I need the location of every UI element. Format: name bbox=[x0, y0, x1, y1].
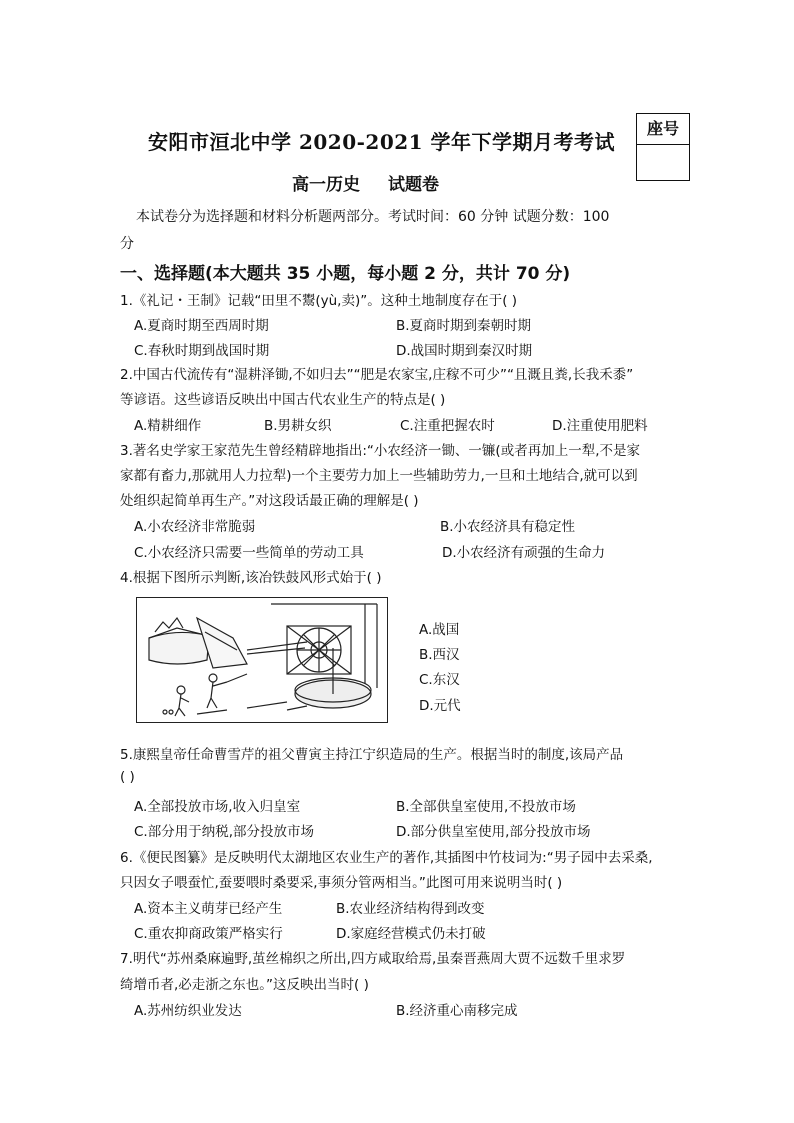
question-2-option-c[interactable]: C.注重把握农时 bbox=[400, 418, 495, 434]
question-4-option-d[interactable]: D.元代 bbox=[419, 698, 461, 714]
question-4-option-b[interactable]: B.西汉 bbox=[419, 647, 460, 663]
question-2-option-b[interactable]: B.男耕女织 bbox=[264, 418, 332, 434]
question-1-option-a[interactable]: A.夏商时期至西周时期 bbox=[134, 318, 269, 334]
question-3-option-c[interactable]: C.小农经济只需要一些简单的劳动工具 bbox=[134, 545, 364, 561]
bellows-drawing bbox=[137, 598, 387, 722]
question-1-line-1: 1.《礼记・王制》记载“田里不鬻(yù,卖)”。这种土地制度存在于( ) bbox=[120, 293, 518, 309]
question-6-option-a[interactable]: A.资本主义萌芽已经产生 bbox=[134, 901, 283, 917]
seat-number-field[interactable] bbox=[637, 145, 689, 179]
question-1-option-b[interactable]: B.夏商时期到秦朝时期 bbox=[396, 318, 532, 334]
question-7-option-b[interactable]: B.经济重心南移完成 bbox=[396, 1003, 518, 1019]
question-5-option-a[interactable]: A.全部投放市场,收入归皇室 bbox=[134, 799, 301, 815]
question-2-line-1: 2.中国古代流传有“湿耕泽锄,不如归去”“肥是农家宝,庄稼不可少”“且溉且粪,长我禾黍” bbox=[120, 367, 634, 383]
question-3-line-1: 3.著名史学家王家范先生曾经精辟地指出:“小农经济一锄、一镰(或者再加上一犁,不是家 bbox=[120, 443, 640, 459]
question-6-option-b[interactable]: B.农业经济结构得到改变 bbox=[336, 901, 485, 917]
intro-line-1: 本试卷分为选择题和材料分析题两部分。考试时间：60 分钟 试题分数：100 bbox=[136, 209, 610, 225]
subject-label: 高一历史 bbox=[292, 175, 360, 195]
section-heading: 一、选择题(本大题共 35 小题，每小题 2 分，共计 70 分) bbox=[120, 264, 571, 284]
question-4-option-a[interactable]: A.战国 bbox=[419, 622, 460, 638]
question-3-line-3: 处组织起简单再生产。”对这段话最正确的理解是( ) bbox=[120, 493, 419, 509]
question-2-option-d[interactable]: D.注重使用肥料 bbox=[552, 418, 648, 434]
question-5-line-1: 5.康熙皇帝任命曹雪芹的祖父曹寅主持江宁织造局的生产。根据当时的制度,该局产品 bbox=[120, 747, 624, 763]
question-5-option-d[interactable]: D.部分供皇室使用,部分投放市场 bbox=[396, 824, 591, 840]
question-3-option-a[interactable]: A.小农经济非常脆弱 bbox=[134, 519, 256, 535]
question-6-option-d[interactable]: D.家庭经营模式仍未打破 bbox=[336, 926, 486, 942]
question-6-line-2: 只因女子喂蚕忙,蚕要喂时桑要采,事须分管两相当。”此图可用来说明当时( ) bbox=[120, 875, 563, 891]
question-7-option-a[interactable]: A.苏州纺织业发达 bbox=[134, 1003, 242, 1019]
question-3-option-b[interactable]: B.小农经济具有稳定性 bbox=[440, 519, 576, 535]
exam-subtitle bbox=[292, 170, 439, 195]
question-1-option-c[interactable]: C.春秋时期到战国时期 bbox=[134, 343, 270, 359]
exam-title: 安阳市洹北中学 2020-2021 学年下学期月考考试 bbox=[148, 130, 616, 154]
paper-label: 试题卷 bbox=[388, 175, 439, 195]
question-3-line-2: 家都有畜力,那就用人力拉犁)一个主要劳力加上一些辅助劳力,一旦和土地结合,就可以到 bbox=[120, 468, 638, 484]
seat-number-label: 座号 bbox=[637, 114, 689, 145]
question-1-option-d[interactable]: D.战国时期到秦汉时期 bbox=[396, 343, 533, 359]
question-3-option-d[interactable]: D.小农经济有顽强的生命力 bbox=[442, 545, 606, 561]
question-7-line-2: 绮增币者,必走浙之东也。”这反映出当时( ) bbox=[120, 977, 369, 993]
intro-line-2: 分 bbox=[120, 236, 134, 252]
iron-smelting-bellows-illustration bbox=[136, 597, 388, 723]
question-6-line-1: 6.《便民图纂》是反映明代太湖地区农业生产的著作,其插图中竹枝词为:“男子园中去采桑, bbox=[120, 850, 653, 866]
question-5-option-b[interactable]: B.全部供皇室使用,不投放市场 bbox=[396, 799, 576, 815]
question-5-option-c[interactable]: C.部分用于纳税,部分投放市场 bbox=[134, 824, 315, 840]
question-4-line-1: 4.根据下图所示判断,该冶铁鼓风形式始于( ) bbox=[120, 570, 382, 586]
question-6-option-c[interactable]: C.重农抑商政策严格实行 bbox=[134, 926, 283, 942]
question-2-line-2: 等谚语。这些谚语反映出中国古代农业生产的特点是( ) bbox=[120, 392, 446, 408]
question-7-line-1: 7.明代“苏州桑麻遍野,茧丝棉织之所出,四方咸取给焉,虽秦晋燕周大贾不远数千里求罗 bbox=[120, 951, 626, 967]
question-2-option-a[interactable]: A.精耕细作 bbox=[134, 418, 202, 434]
question-5-line-2: ( ) bbox=[120, 769, 135, 785]
seat-number-box bbox=[636, 113, 690, 181]
question-4-option-c[interactable]: C.东汉 bbox=[419, 672, 460, 688]
